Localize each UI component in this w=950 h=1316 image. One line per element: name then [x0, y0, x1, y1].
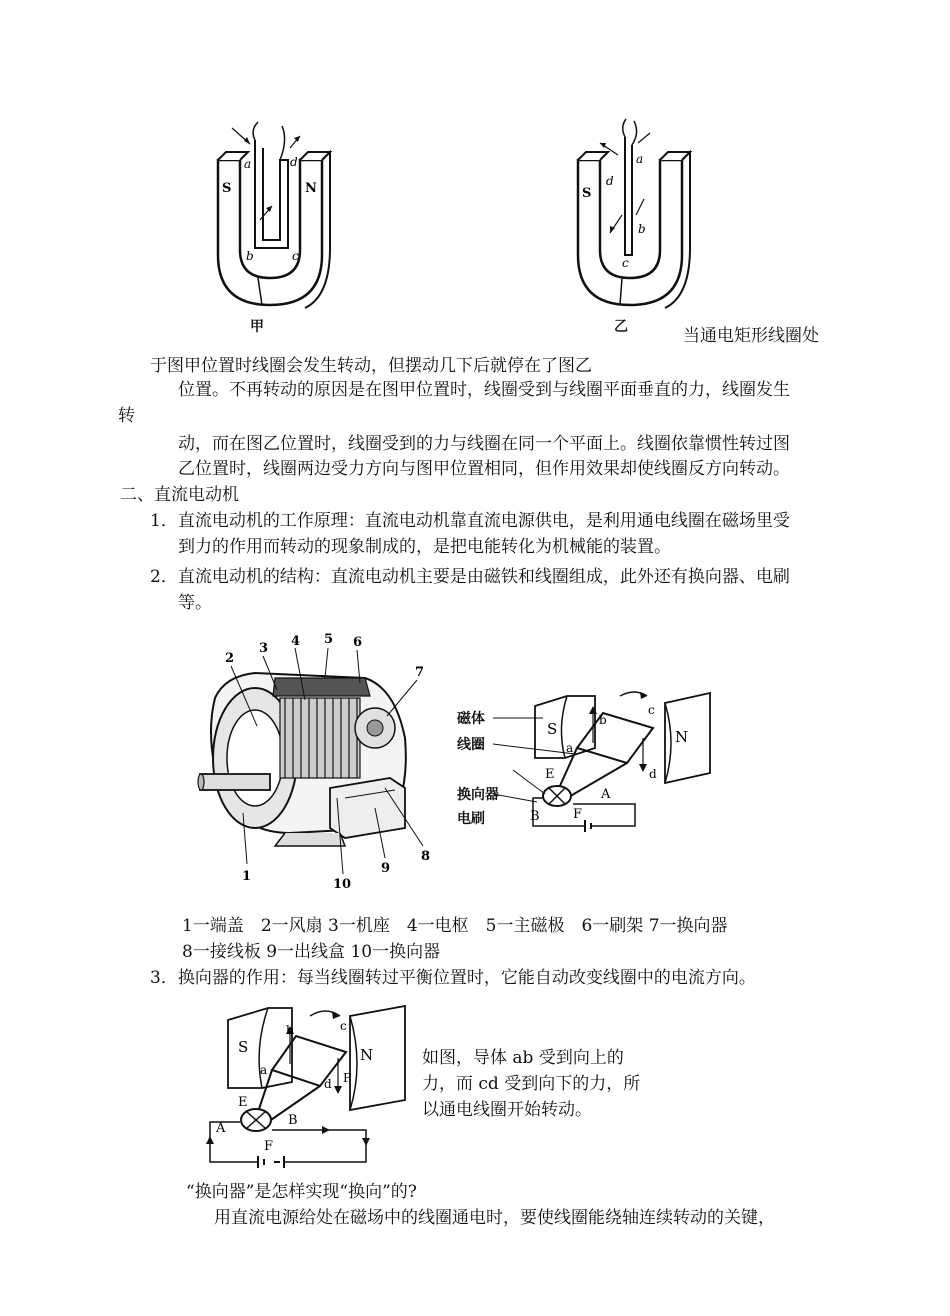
jia-d-label: d: [290, 155, 298, 169]
jia-b-label: b: [246, 249, 254, 263]
yi-c-label: c: [622, 256, 629, 270]
motor-num-3: 3: [259, 641, 269, 656]
label-coil: 线圈: [457, 737, 485, 753]
fig3-f: F: [264, 1139, 274, 1154]
motor-num-1: 1: [242, 869, 252, 884]
motor-num-9: 9: [381, 861, 391, 876]
fig3-b-brush: B: [288, 1113, 298, 1128]
para1-line6: 乙位置时，线圈两边受力方向与图甲位置相同，但作用效果却使线圈反方向转动。: [178, 459, 790, 479]
motor-num-10: 10: [333, 877, 352, 892]
motor-schematic-figure: [455, 688, 715, 838]
fig3-b: b: [286, 1023, 294, 1037]
commutator-figure: [200, 1004, 410, 1174]
motor-num-5: 5: [324, 632, 334, 647]
item1-line2: 到力的作用而转动的现象制成的，是把电能转化为机械能的装置。: [178, 537, 671, 557]
section2-heading: 二、直流电动机: [120, 485, 239, 505]
schem-f: F: [573, 807, 583, 822]
item2-line1: 2．直流电动机的结构：直流电动机主要是由磁铁和线圈组成，此外还有换向器、电刷: [150, 567, 790, 587]
motor-num-7: 7: [415, 665, 425, 680]
fig3-f2: F: [343, 1071, 352, 1085]
fig3-a: a: [260, 1063, 268, 1077]
schem-c: c: [648, 703, 655, 717]
para1-line4: 转: [118, 406, 135, 426]
legend-line2: 8一接线板 9一出线盒 10一换向器: [182, 942, 441, 962]
para1-line5: 动，而在图乙位置时，线圈受到的力与线圈在同一个平面上。线圈依靠惯性转过图: [178, 434, 790, 454]
schem-b-brush: B: [530, 809, 540, 824]
schem-a-brush: A: [601, 787, 611, 802]
fig3-side-line3: 以通电线圈开始转动。: [422, 1100, 592, 1120]
para1-line3: 位置。不再转动的原因是在图甲位置时，线圈受到与线圈平面垂直的力，线圈发生: [178, 380, 790, 400]
motor-num-6: 6: [353, 635, 363, 650]
jia-c-label: c: [292, 249, 299, 263]
figure-yi-caption: 乙: [614, 319, 628, 335]
yi-d-label: d: [606, 174, 614, 188]
jia-n-label: N: [305, 181, 317, 196]
legend-line1: 1一端盖 2一风扇 3一机座 4一电枢 5一主磁极 6一刷架 7一换向器: [182, 916, 728, 936]
fig3-c: c: [340, 1019, 347, 1033]
schem-d: d: [649, 767, 657, 781]
figure-jia: [210, 120, 330, 310]
schem-s: S: [547, 720, 558, 738]
schem-n: N: [675, 728, 689, 746]
schem-b: b: [599, 713, 607, 727]
yi-a-label: a: [636, 152, 644, 166]
motor-num-2: 2: [225, 651, 235, 666]
motor-num-8: 8: [421, 849, 431, 864]
motor-num-4: 4: [291, 634, 301, 649]
label-commutator: 换向器: [457, 787, 499, 803]
para1-line2: 于图甲位置时线圈会发生转动，但摆动几下后就停在了图乙: [150, 356, 592, 376]
item1-line1: 1．直流电动机的工作原理：直流电动机靠直流电源供电，是利用通电线圈在磁场里受: [150, 511, 790, 531]
fig3-a-brush: A: [216, 1121, 226, 1136]
question: “换向器”是怎样实现“换向”的?: [186, 1182, 417, 1202]
label-brush: 电刷: [457, 811, 485, 827]
fig3-n: N: [360, 1046, 374, 1064]
para1-line1: 当通电矩形线圈处: [683, 326, 819, 346]
fig3-side-line2: 力，而 cd 受到向下的力，所: [422, 1074, 641, 1094]
item3: 3．换向器的作用：每当线圈转过平衡位置时，它能自动改变线圈中的电流方向。: [150, 968, 756, 988]
last-line: 用直流电源给处在磁场中的线圈通电时，要使线圈能绕轴连续转动的关键，: [214, 1208, 775, 1228]
fig3-e: E: [238, 1095, 248, 1110]
fig3-side-line1: 如图，导体 ab 受到向上的: [422, 1048, 624, 1068]
fig3-s: S: [238, 1038, 249, 1056]
jia-s-label: S: [222, 181, 232, 196]
figure-yi: [570, 115, 690, 310]
yi-s-label: S: [582, 186, 592, 201]
jia-a-label: a: [244, 157, 252, 171]
fig3-d: d: [324, 1077, 332, 1091]
schem-a: a: [566, 741, 574, 755]
schem-e: E: [545, 767, 555, 782]
yi-b-label: b: [638, 222, 646, 236]
item2-line2: 等。: [178, 593, 212, 613]
label-magnet: 磁体: [457, 711, 485, 727]
figure-jia-caption: 甲: [250, 319, 264, 335]
motor-cutaway-figure: [195, 628, 435, 893]
